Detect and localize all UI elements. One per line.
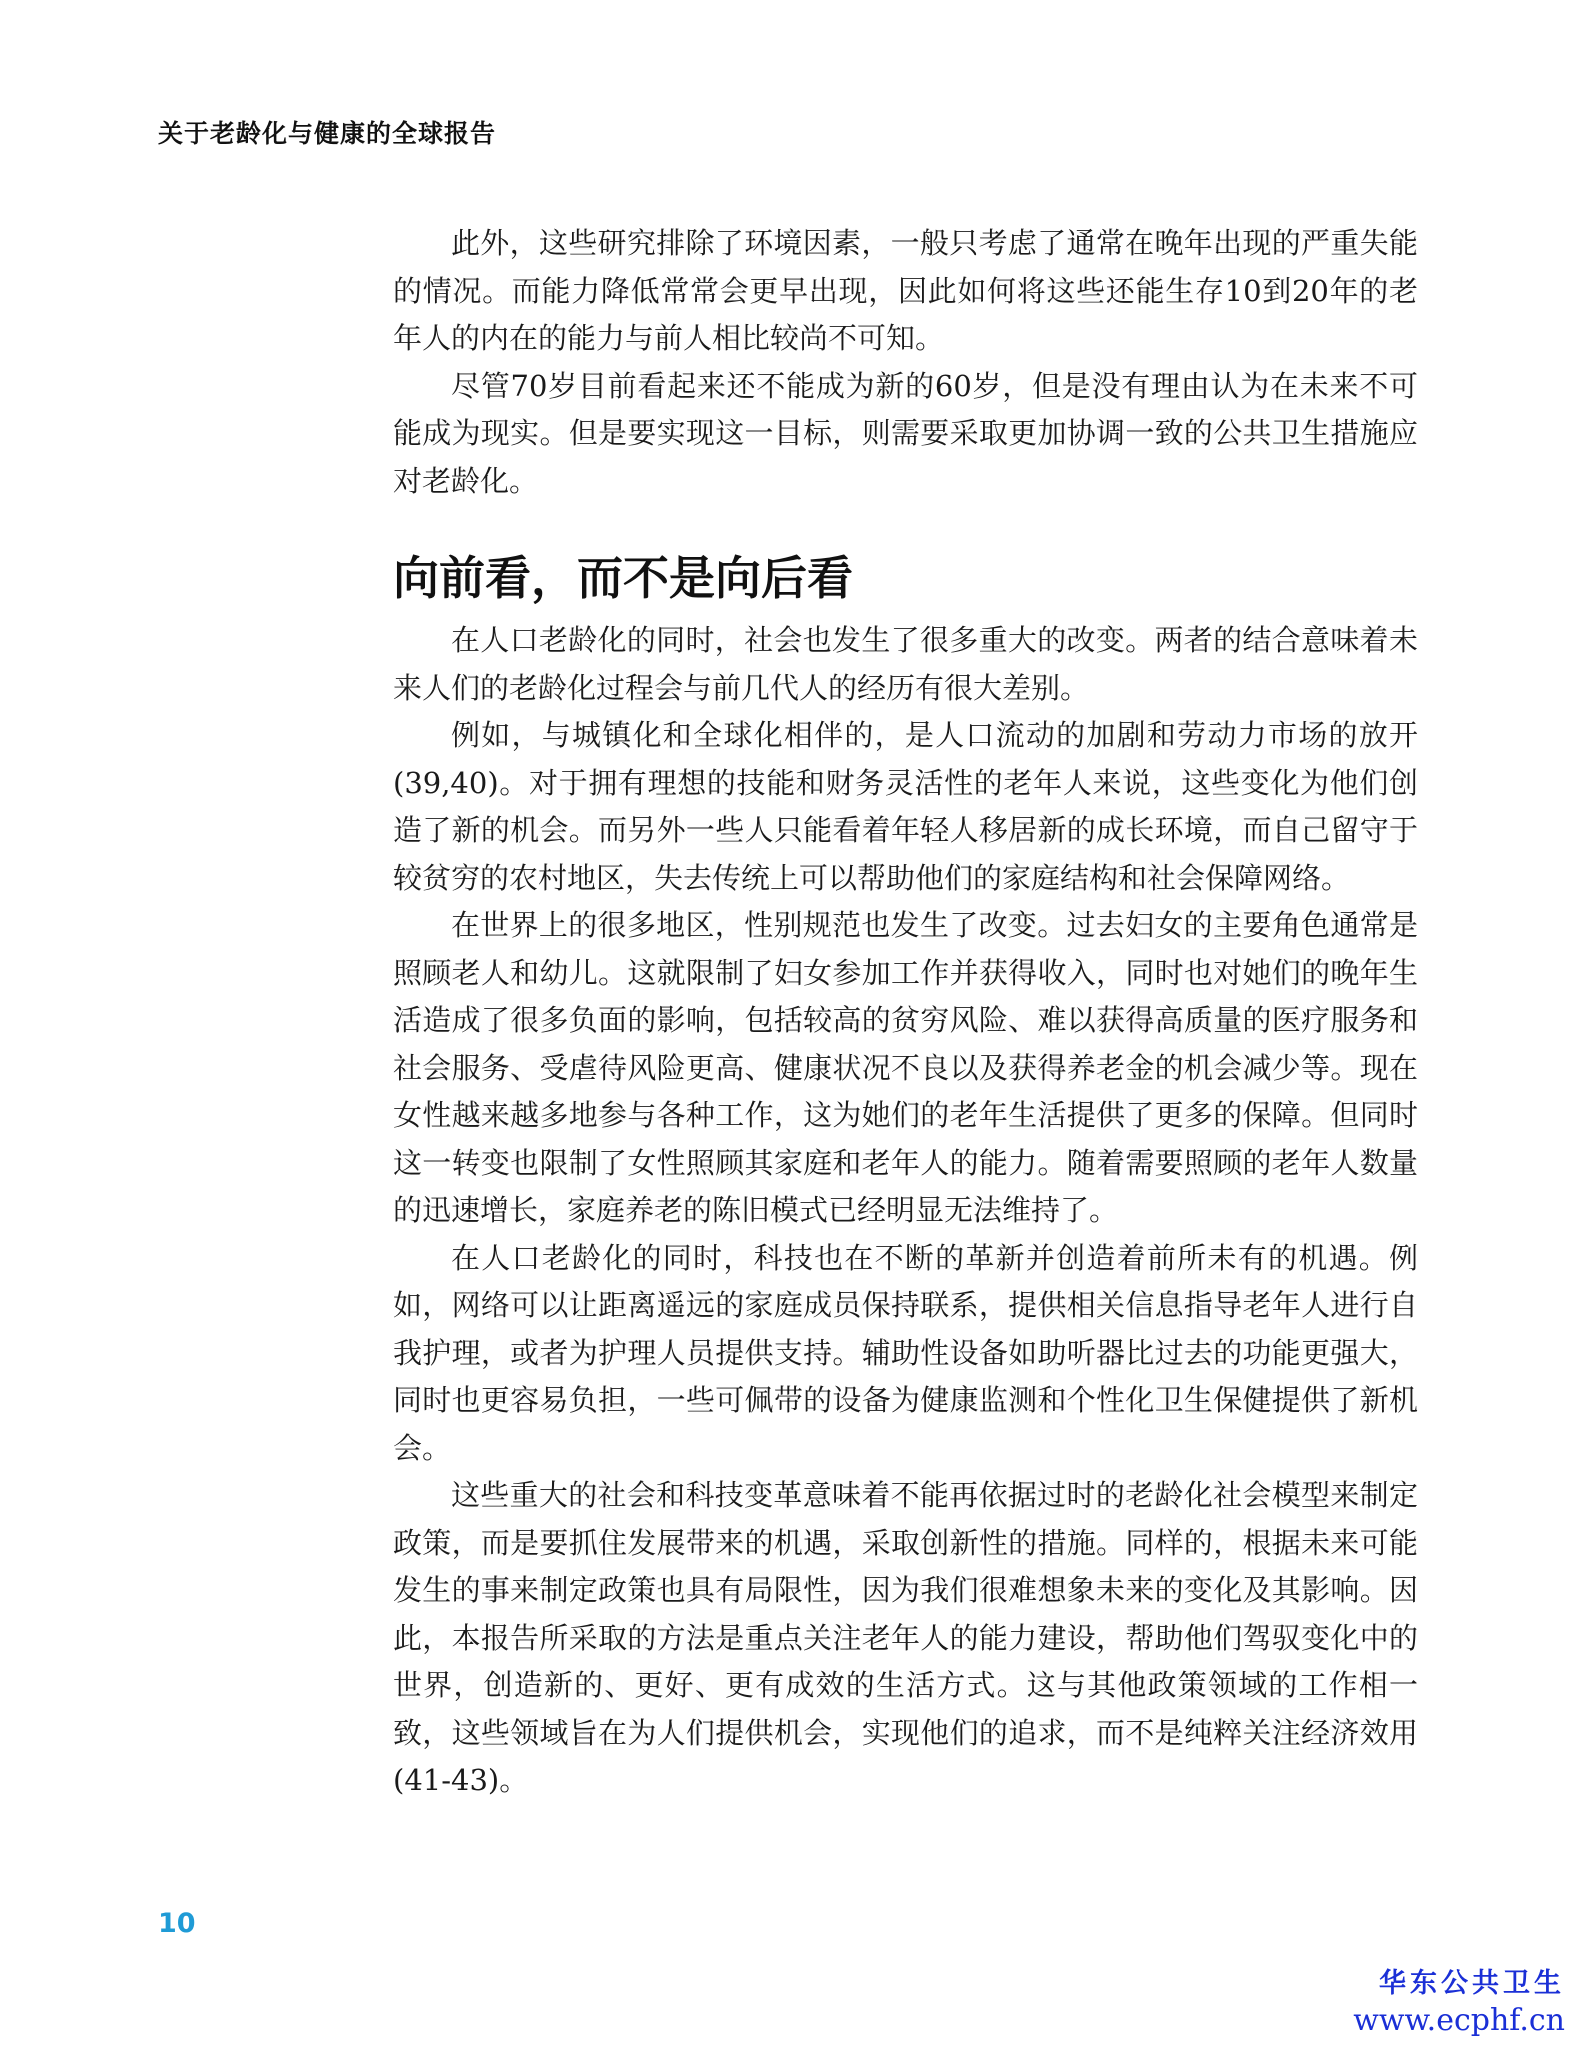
running-header: 关于老龄化与健康的全球报告 (158, 119, 497, 148)
watermark-name: 华东公共卫生 (1379, 1968, 1565, 1999)
watermark-url: www.ecphf.cn (1353, 2003, 1565, 2038)
main-content (393, 220, 1418, 1805)
section-heading: 向前看，而不是向后看 (393, 551, 853, 605)
body-paragraph: 例如，与城镇化和全球化相伴的，是人口流动的加剧和劳动力市场的放开(39,40)。对于拥有理想的技能和财务灵活性的老年人来说，这些变化为他们创造了新的机会。而另外一些人只能看着年轻人移居新的成长环境，而自己留守于较贫穷的农村地区，失去传统上可以帮助他们的家庭结构和社会保障网络。 (393, 718, 1418, 895)
body-paragraph: 尽管70岁目前看起来还不能成为新的60岁，但是没有理由认为在未来不可能成为现实。但是要实现这一目标，则需要采取更加协调一致的公共卫生措施应对老龄化。 (393, 368, 1418, 498)
body-paragraph: 此外，这些研究排除了环境因素，一般只考虑了通常在晚年出现的严重失能的情况。而能力降低常常会更早出现，因此如何将这些还能生存10到20年的老年人的内在的能力与前人相比较尚不可知。 (393, 226, 1418, 355)
body-paragraph: 在人口老龄化的同时，社会也发生了很多重大的改变。两者的结合意味着未来人们的老龄化过程会与前几代人的经历有很大差别。 (393, 623, 1418, 705)
body-paragraph: 在人口老龄化的同时，科技也在不断的革新并创造着前所未有的机遇。例如，网络可以让距离遥远的家庭成员保持联系，提供相关信息指导老年人进行自我护理，或者为护理人员提供支持。辅助性设备如助听器比过去的功能更强大，同时也更容易负担，一些可佩带的设备为健康监测和个性化卫生保健提供了新机会。 (393, 1240, 1418, 1465)
page-number: 10 (158, 1908, 196, 1939)
body-paragraph: 在世界上的很多地区，性别规范也发生了改变。过去妇女的主要角色通常是照顾老人和幼儿。这就限制了妇女参加工作并获得收入，同时也对她们的晚年生活造成了很多负面的影响，包括较高的贫穷风险、难以获得高质量的医疗服务和社会服务、受虐待风险更高、健康状况不良以及获得养老金的机会减少等。现在女性越来越多地参与各种工作，这为她们的老年生活提供了更多的保障。但同时这一转变也限制了女性照顾其家庭和老年人的能力。随着需要照顾的老年人数量的迅速增长，家庭养老的陈旧模式已经明显无法维持了。 (393, 908, 1418, 1227)
watermark (1353, 1966, 1565, 2040)
body-paragraph: 这些重大的社会和科技变革意味着不能再依据过时的老龄化社会模型来制定政策，而是要抓住发展带来的机遇，采取创新性的措施。同样的，根据未来可能发生的事来制定政策也具有局限性，因为我们很难想象未来的变化及其影响。因此，本报告所采取的方法是重点关注老年人的能力建设，帮助他们驾驭变化中的世界，创造新的、更好、更有成效的生活方式。这与其他政策领域的工作相一致，这些领域旨在为人们提供机会，实现他们的追求，而不是纯粹关注经济效用(41-43)。 (393, 1478, 1418, 1797)
